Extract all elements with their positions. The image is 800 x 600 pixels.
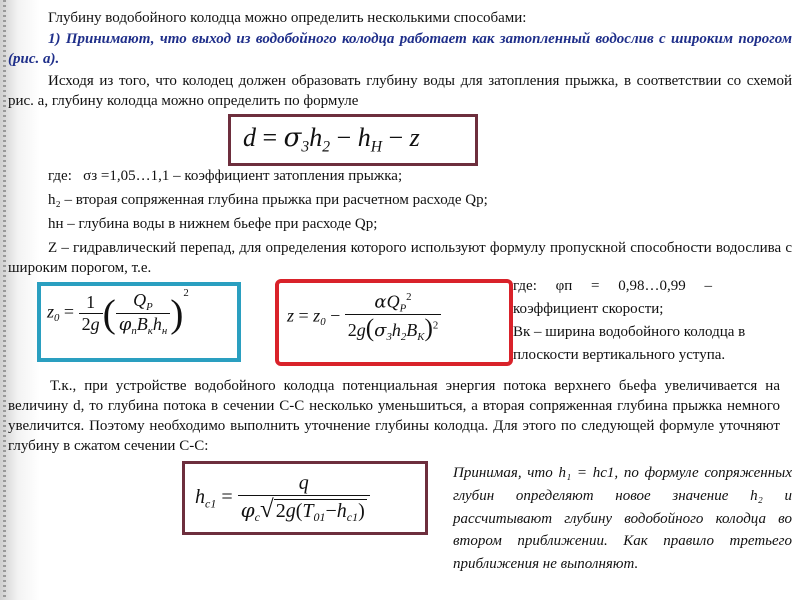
- definition-sigma: где: σз =1,05…1,1 – коэффициент затопления прыжка;: [48, 168, 403, 184]
- method-1-heading: 1) Принимают, что выход из водобойного колодца работает как затопленный водослив с широким порогом (рис. а).: [8, 31, 792, 67]
- formula-d-box: [228, 114, 478, 166]
- formula-z: $z = z_0$ − $\frac{\alpha Q_P^2}{2g(\sigma_3h_2B_K)^2}$: [287, 291, 441, 343]
- paragraph-2: Z – гидравлический перепад, для определения которого используют формулу пропускной способности водослива с широким порогом, т.е.: [8, 240, 792, 276]
- formula-z0: $z_0$ = $\frac{1}{2g}$ ( $\frac{Q_P}{\varphi_пB_кh_н}$ )$^2$: [47, 286, 189, 337]
- paragraph-1: Исходя из того, что колодец должен образовать глубину воды для затопления прыжка, в соответствии со схемой рис. а, глубину колодца можно определить по формуле: [8, 73, 792, 109]
- formula-hc1-box: [182, 461, 428, 535]
- left-edge-dotted-line: [3, 0, 6, 600]
- definition-h2: h₂ – вторая сопряженная глубина прыжка при расчетном расходе Qр;: [48, 192, 488, 208]
- formula-hc1: $h_{c1}$ = $\frac{q}{\varphi_c√ 2g(T_{01}-h_{c1})}$: [195, 472, 370, 525]
- side-note-phi: где: φп = 0,98…0,99 –: [513, 278, 713, 294]
- definition-hn: hн – глубина воды в нижнем бьефе при расходе Qр;: [48, 216, 378, 232]
- formula-z-box: [275, 279, 513, 366]
- paragraph-3: Т.к., при устройстве водобойного колодца потенциальная энергия потока верхнего бьефа увеличивается на величину d, то глубина потока в сечении С-С несколько уменьшиться, а вторая сопряженная глубина прыжка немного увеличится. Поэтому необходимо выполнить уточнение глубины колодца. Для этого по следующей формуле уточняют глубину в сжатом сечении С-С:: [8, 378, 780, 454]
- side-note-bk: Вк – ширина водобойного колодца в: [513, 324, 746, 340]
- side-note-plane: плоскости вертикального уступа.: [513, 347, 726, 363]
- intro-text: Глубину водобойного колодца можно определить несколькими способами:: [48, 10, 527, 26]
- note-text: Принимая, что h₁ = hс1, по формуле сопряженных глубин определяют новое значение h₂ и рассчитывают глубину водобойного колодца во втором приближении. Как правило третьего приближения не выполняют.: [453, 465, 792, 573]
- formula-z0-box: [37, 282, 241, 362]
- side-note-velocity-coef: коэффициент скорости;: [513, 301, 664, 317]
- formula-d: $d = \sigma_3h_2 - h_H - z$: [243, 123, 420, 156]
